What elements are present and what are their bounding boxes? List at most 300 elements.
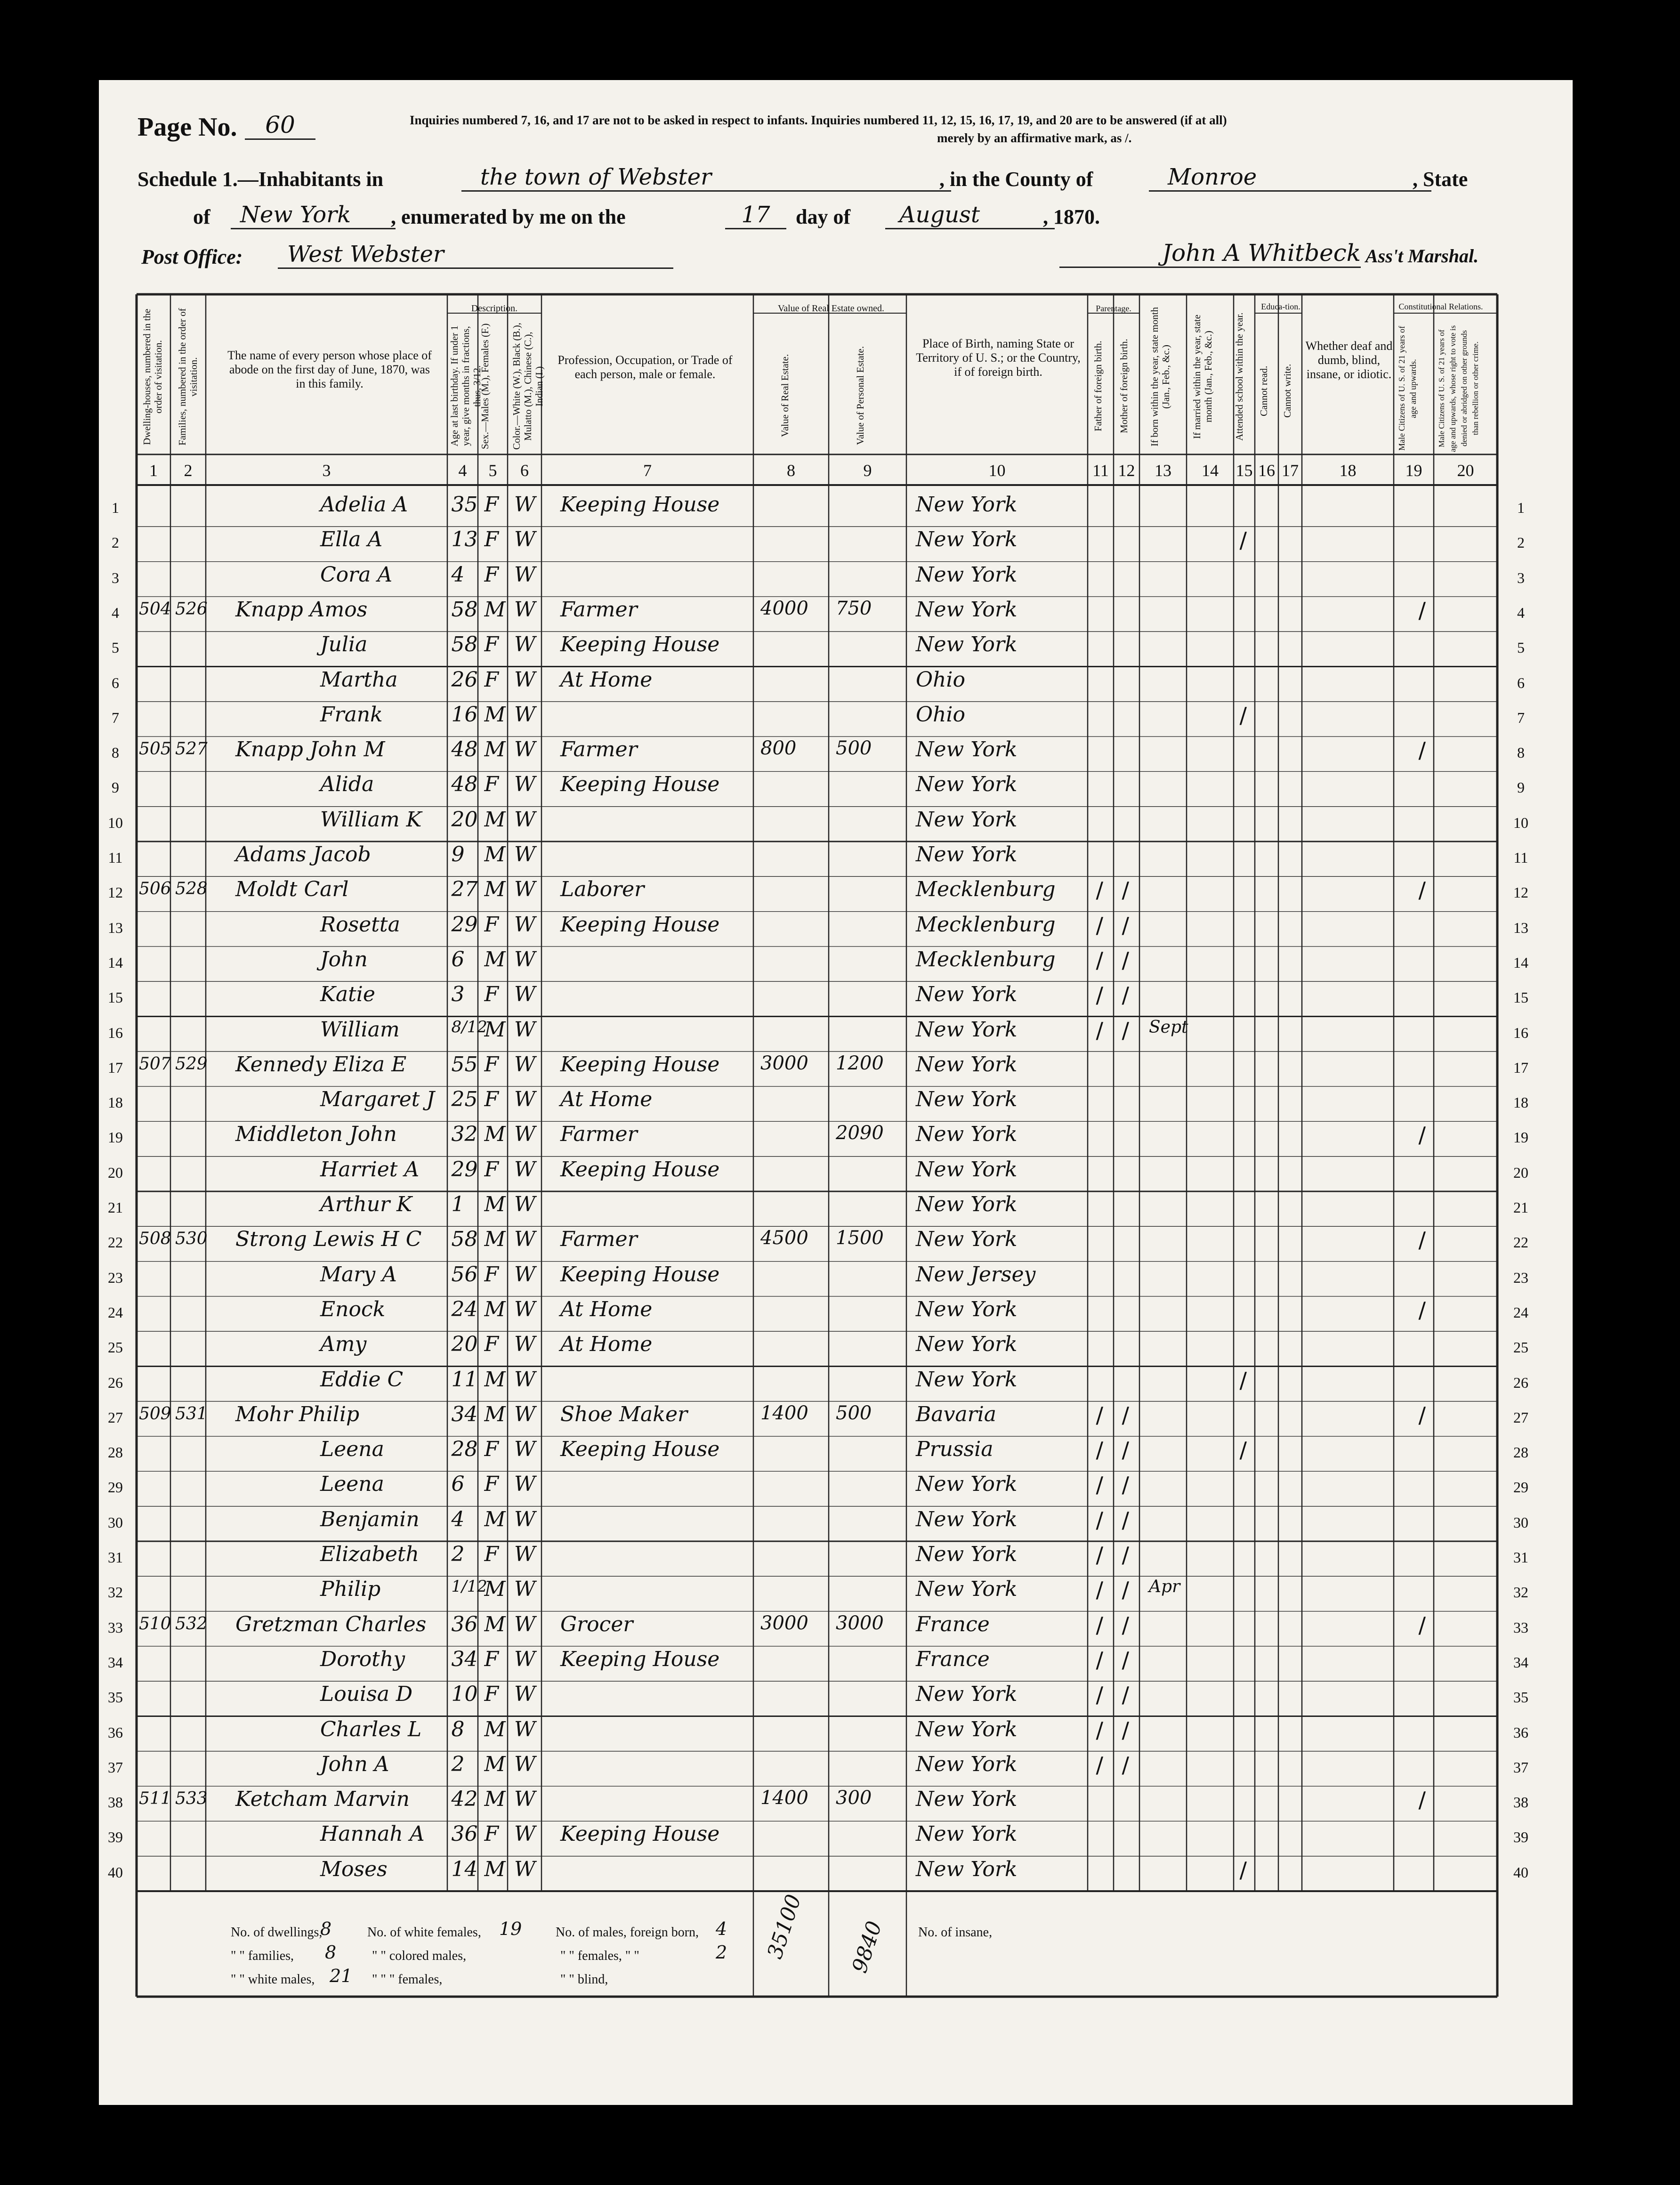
line-number-right: 21 bbox=[1513, 1199, 1528, 1216]
school-mark: / bbox=[1239, 702, 1247, 728]
place-of-birth: New York bbox=[916, 1157, 1018, 1182]
month-field: August bbox=[885, 202, 1055, 229]
sex: M bbox=[484, 737, 506, 762]
color: W bbox=[514, 562, 536, 587]
place-of-birth: New York bbox=[916, 1717, 1018, 1741]
age: 48 bbox=[451, 737, 478, 762]
age: 13 bbox=[451, 527, 478, 552]
line-number-right: 11 bbox=[1513, 849, 1528, 866]
school-mark: / bbox=[1239, 1857, 1247, 1883]
age: 6 bbox=[451, 1472, 465, 1497]
person-name: Gretzman Charles bbox=[235, 1612, 427, 1636]
color: W bbox=[514, 1507, 536, 1531]
place-of-birth: New York bbox=[916, 1577, 1018, 1602]
line-number-left: 28 bbox=[108, 1444, 123, 1461]
occupation: Keeping House bbox=[560, 772, 720, 797]
citizen-mark: / bbox=[1418, 737, 1426, 763]
personal-estate-value: 1200 bbox=[836, 1052, 884, 1074]
page-number: 60 bbox=[245, 111, 315, 140]
sex: F bbox=[484, 1682, 499, 1707]
real-estate-value: 4500 bbox=[760, 1227, 808, 1249]
place-of-birth: New York bbox=[916, 1192, 1018, 1216]
person-name: Leena bbox=[320, 1437, 384, 1462]
occupation: Keeping House bbox=[560, 632, 720, 657]
column-number: 15 bbox=[1236, 461, 1253, 480]
age: 58 bbox=[451, 632, 478, 657]
line-number-right: 20 bbox=[1513, 1164, 1528, 1181]
person-name: Cora A bbox=[320, 562, 393, 587]
sex: F bbox=[484, 1157, 499, 1182]
line-number-left: 35 bbox=[108, 1689, 123, 1706]
age: 26 bbox=[451, 667, 478, 692]
occupation: Farmer bbox=[560, 597, 638, 622]
place-of-birth: Ohio bbox=[916, 702, 965, 727]
line-number-right: 27 bbox=[1513, 1408, 1528, 1426]
person-name: Katie bbox=[320, 982, 375, 1007]
line-number-left: 11 bbox=[108, 849, 123, 866]
sex: F bbox=[484, 632, 499, 657]
real-estate-value: 4000 bbox=[760, 597, 808, 619]
age: 20 bbox=[451, 807, 478, 832]
sex: M bbox=[484, 1297, 506, 1321]
person-name: Benjamin bbox=[320, 1507, 420, 1531]
person-name: Louisa D bbox=[320, 1682, 413, 1707]
footer-blind-label: " " blind, bbox=[560, 1972, 608, 1987]
citizen-mark: / bbox=[1418, 1297, 1426, 1323]
mother-foreign-mark: / bbox=[1122, 912, 1129, 938]
color: W bbox=[514, 667, 536, 692]
person-name: Amy bbox=[320, 1332, 367, 1357]
age: 6 bbox=[451, 947, 465, 971]
column-number: 4 bbox=[458, 461, 467, 480]
sex: F bbox=[484, 1332, 499, 1357]
col-header-10: Place of Birth, naming State or Territory of U. S.; or the Country, if of foreign birth. bbox=[916, 337, 1081, 379]
place-of-birth: Bavaria bbox=[916, 1402, 996, 1426]
age: 2 bbox=[451, 1752, 465, 1776]
person-name: Ella A bbox=[320, 527, 383, 552]
line-number-right: 16 bbox=[1513, 1024, 1528, 1041]
real-estate-value: 1400 bbox=[760, 1787, 808, 1809]
occupation: Keeping House bbox=[560, 1822, 720, 1846]
column-number: 5 bbox=[488, 461, 497, 480]
occupation: Keeping House bbox=[560, 1262, 720, 1287]
column-number: 16 bbox=[1258, 461, 1275, 480]
column-number: 3 bbox=[322, 461, 331, 480]
citizen-mark: / bbox=[1418, 1787, 1426, 1813]
mother-foreign-mark: / bbox=[1122, 947, 1129, 973]
color: W bbox=[514, 702, 536, 727]
person-name: Mohr Philip bbox=[235, 1402, 360, 1426]
sex: F bbox=[484, 1647, 499, 1671]
place-of-birth: New York bbox=[916, 1822, 1018, 1846]
col-header-3: The name of every person whose place of abode on the first day of June, 1870, was in this family. bbox=[227, 348, 432, 390]
mother-foreign-mark: / bbox=[1122, 1017, 1129, 1043]
sex: F bbox=[484, 1087, 499, 1112]
col-header-1: Dwelling-houses, numbered in the order of visitation. bbox=[141, 308, 164, 445]
place-of-birth: New York bbox=[916, 1052, 1018, 1076]
line-number-right: 5 bbox=[1517, 639, 1525, 656]
dwelling-number: 504 bbox=[139, 599, 171, 619]
day-field: 17 bbox=[725, 202, 786, 229]
line-number-left: 15 bbox=[108, 989, 123, 1006]
person-name: Adams Jacob bbox=[235, 842, 371, 866]
place-of-birth: New York bbox=[916, 1752, 1018, 1776]
mother-foreign-mark: / bbox=[1122, 1577, 1129, 1603]
color: W bbox=[514, 1612, 536, 1636]
place-of-birth: Mecklenburg bbox=[916, 947, 1056, 971]
mother-foreign-mark: / bbox=[1122, 1752, 1129, 1778]
age: 48 bbox=[451, 772, 478, 797]
mother-foreign-mark: / bbox=[1122, 1647, 1129, 1673]
father-foreign-mark: / bbox=[1096, 1612, 1103, 1638]
father-foreign-mark: / bbox=[1096, 982, 1103, 1008]
sex: F bbox=[484, 1542, 499, 1566]
color: W bbox=[514, 1437, 536, 1462]
father-foreign-mark: / bbox=[1096, 912, 1103, 938]
father-foreign-mark: / bbox=[1096, 1437, 1103, 1463]
sex: M bbox=[484, 1402, 506, 1426]
age: 1 bbox=[451, 1192, 465, 1216]
line-number-right: 4 bbox=[1517, 604, 1525, 621]
personal-estate-value: 500 bbox=[836, 1402, 872, 1424]
personal-estate-value: 500 bbox=[836, 737, 872, 760]
place-of-birth: New York bbox=[916, 982, 1018, 1007]
line-number-right: 13 bbox=[1513, 919, 1528, 936]
person-name: Eddie C bbox=[320, 1367, 404, 1392]
place-of-birth: New York bbox=[916, 842, 1018, 866]
mother-foreign-mark: / bbox=[1122, 1507, 1129, 1533]
person-name: Knapp John M bbox=[235, 737, 385, 762]
line-number-left: 30 bbox=[108, 1513, 123, 1531]
line-number-right: 31 bbox=[1513, 1549, 1528, 1566]
sex: M bbox=[484, 1367, 506, 1392]
family-number: 532 bbox=[175, 1614, 208, 1634]
color: W bbox=[514, 1752, 536, 1776]
footer-total-personal-estate: 9840 bbox=[848, 1918, 887, 1976]
mother-foreign-mark: / bbox=[1122, 1612, 1129, 1638]
line-number-left: 31 bbox=[108, 1549, 123, 1566]
footer-colored-males-label: " " colored males, bbox=[372, 1949, 467, 1963]
place-of-birth: New York bbox=[916, 632, 1018, 657]
line-number-left: 2 bbox=[112, 534, 119, 551]
footer-white-males: 21 bbox=[330, 1966, 353, 1986]
line-number-left: 39 bbox=[108, 1829, 123, 1846]
marshal-signature: John A Whitbeck bbox=[1059, 239, 1361, 268]
column-number: 19 bbox=[1405, 461, 1422, 480]
column-number: 1 bbox=[149, 461, 158, 480]
place-of-birth: Mecklenburg bbox=[916, 877, 1056, 902]
color: W bbox=[514, 1717, 536, 1741]
person-name: Harriet A bbox=[320, 1157, 420, 1182]
color: W bbox=[514, 1822, 536, 1846]
school-mark: / bbox=[1239, 527, 1247, 553]
person-name: Moldt Carl bbox=[235, 877, 349, 902]
sex: M bbox=[484, 1612, 506, 1636]
line-number-right: 12 bbox=[1513, 884, 1528, 901]
sex: M bbox=[484, 1017, 506, 1042]
enumerated-label: , enumerated by me on the bbox=[391, 205, 626, 228]
line-number-right: 28 bbox=[1513, 1444, 1528, 1461]
color: W bbox=[514, 1297, 536, 1321]
line-number-right: 39 bbox=[1513, 1829, 1528, 1846]
line-number-left: 32 bbox=[108, 1584, 123, 1601]
footer-white-females-label: No. of white females, bbox=[367, 1925, 481, 1940]
footer-dwellings: 8 bbox=[320, 1918, 332, 1939]
place-of-birth: New York bbox=[916, 1542, 1018, 1566]
footer-foreign-males: 4 bbox=[716, 1918, 727, 1939]
person-name: Middleton John bbox=[235, 1122, 397, 1147]
occupation: Keeping House bbox=[560, 1437, 720, 1462]
line-number-right: 17 bbox=[1513, 1059, 1528, 1076]
column-number: 20 bbox=[1457, 461, 1474, 480]
age: 34 bbox=[451, 1647, 478, 1671]
line-number-right: 14 bbox=[1513, 954, 1528, 971]
age: 4 bbox=[451, 562, 465, 587]
color: W bbox=[514, 1682, 536, 1707]
sex: F bbox=[484, 1472, 499, 1497]
color: W bbox=[514, 1472, 536, 1497]
line-number-left: 7 bbox=[112, 709, 119, 726]
line-number-right: 29 bbox=[1513, 1479, 1528, 1496]
color: W bbox=[514, 807, 536, 832]
family-number: 528 bbox=[175, 879, 208, 899]
color: W bbox=[514, 493, 536, 517]
line-number-right: 23 bbox=[1513, 1269, 1528, 1286]
sex: M bbox=[484, 702, 506, 727]
footer-families-label: " " families, bbox=[231, 1949, 294, 1963]
person-name: Enock bbox=[320, 1297, 386, 1321]
age: 10 bbox=[451, 1682, 478, 1707]
col-header-7: Profession, Occupation, or Trade of each person, male or female. bbox=[557, 353, 733, 381]
line-number-right: 30 bbox=[1513, 1513, 1528, 1531]
father-foreign-mark: / bbox=[1096, 1752, 1103, 1778]
col-header-4: Age at last birthday. If under 1 year, give months in fractions, thus, 3/12. bbox=[449, 325, 483, 447]
mother-foreign-mark: / bbox=[1122, 982, 1129, 1008]
column-number: 7 bbox=[643, 461, 652, 480]
person-name: Frank bbox=[320, 702, 383, 727]
person-name: Moses bbox=[320, 1857, 388, 1881]
marshal-label: Ass't Marshal. bbox=[1365, 245, 1479, 267]
person-name: Margaret J bbox=[320, 1087, 435, 1112]
father-foreign-mark: / bbox=[1096, 1717, 1103, 1743]
school-mark: / bbox=[1239, 1437, 1247, 1463]
line-number-right: 40 bbox=[1513, 1863, 1528, 1881]
place-of-birth: New York bbox=[916, 1122, 1018, 1147]
person-name: Philip bbox=[320, 1577, 381, 1602]
line-number-right: 38 bbox=[1513, 1794, 1528, 1811]
mother-foreign-mark: / bbox=[1122, 1472, 1129, 1498]
occupation: At Home bbox=[560, 1087, 653, 1112]
person-name: Leena bbox=[320, 1472, 384, 1497]
place-of-birth: New York bbox=[916, 1472, 1018, 1497]
born-within-year: Apr bbox=[1149, 1577, 1180, 1597]
age: 35 bbox=[451, 493, 478, 517]
sex: F bbox=[484, 493, 499, 517]
occupation: At Home bbox=[560, 1297, 653, 1321]
schedule-label: Schedule 1.—Inhabitants in bbox=[137, 168, 384, 191]
occupation: Farmer bbox=[560, 1227, 638, 1252]
age: 8 bbox=[451, 1717, 465, 1741]
color: W bbox=[514, 1192, 536, 1216]
family-number: 527 bbox=[175, 739, 208, 759]
line-number-left: 33 bbox=[108, 1619, 123, 1636]
person-name: Julia bbox=[320, 632, 368, 657]
state-field: New York bbox=[231, 202, 396, 229]
line-number-right: 37 bbox=[1513, 1758, 1528, 1776]
line-number-left: 36 bbox=[108, 1724, 123, 1741]
age: 56 bbox=[451, 1262, 478, 1287]
age: 36 bbox=[451, 1612, 478, 1636]
occupation: Grocer bbox=[560, 1612, 633, 1636]
place-of-birth: New York bbox=[916, 597, 1018, 622]
citizen-mark: / bbox=[1418, 1612, 1426, 1638]
column-number: 10 bbox=[988, 461, 1006, 480]
color: W bbox=[514, 1087, 536, 1112]
person-name: William K bbox=[320, 807, 422, 832]
footer-insane-label: No. of insane, bbox=[918, 1925, 993, 1940]
father-foreign-mark: / bbox=[1096, 1647, 1103, 1673]
person-name: Martha bbox=[320, 667, 398, 692]
line-number-left: 23 bbox=[108, 1269, 123, 1286]
line-number-right: 34 bbox=[1513, 1653, 1528, 1671]
mother-foreign-mark: / bbox=[1122, 1717, 1129, 1743]
color: W bbox=[514, 1857, 536, 1881]
color: W bbox=[514, 1577, 536, 1602]
line-number-left: 25 bbox=[108, 1339, 123, 1356]
post-office-label: Post Office: bbox=[141, 245, 243, 268]
county-label: , in the County of bbox=[939, 168, 1093, 191]
sex: M bbox=[484, 947, 506, 971]
personal-estate-value: 2090 bbox=[836, 1122, 884, 1144]
footer-dwellings-label: No. of dwellings, bbox=[231, 1925, 323, 1940]
column-number: 11 bbox=[1092, 461, 1109, 480]
line-number-left: 18 bbox=[108, 1094, 123, 1111]
col-header-16: Cannot read. bbox=[1258, 365, 1269, 416]
sex: F bbox=[484, 562, 499, 587]
age: 20 bbox=[451, 1332, 478, 1357]
person-name: Dorothy bbox=[320, 1647, 405, 1671]
line-number-right: 1 bbox=[1517, 499, 1525, 516]
sex: F bbox=[484, 1262, 499, 1287]
age: 36 bbox=[451, 1822, 478, 1846]
place-of-birth: New York bbox=[916, 1087, 1018, 1112]
of-label: of bbox=[193, 205, 210, 228]
citizen-mark: / bbox=[1418, 1122, 1426, 1148]
line-number-left: 9 bbox=[112, 779, 119, 796]
place-of-birth: New York bbox=[916, 1507, 1018, 1531]
place-of-birth: New York bbox=[916, 1227, 1018, 1252]
place-of-birth: France bbox=[916, 1647, 990, 1671]
occupation: Keeping House bbox=[560, 912, 720, 937]
column-number: 2 bbox=[184, 461, 193, 480]
sex: M bbox=[484, 1507, 506, 1531]
dwelling-number: 510 bbox=[139, 1614, 171, 1634]
personal-estate-value: 1500 bbox=[836, 1227, 884, 1249]
color: W bbox=[514, 1017, 536, 1042]
line-number-right: 33 bbox=[1513, 1619, 1528, 1636]
sex: M bbox=[484, 1717, 506, 1741]
color: W bbox=[514, 1367, 536, 1392]
color: W bbox=[514, 1787, 536, 1812]
column-number: 6 bbox=[520, 461, 529, 480]
age: 42 bbox=[451, 1787, 478, 1812]
color: W bbox=[514, 632, 536, 657]
place-of-birth: New York bbox=[916, 1332, 1018, 1357]
color: W bbox=[514, 1402, 536, 1426]
sex: F bbox=[484, 1052, 499, 1076]
line-number-left: 14 bbox=[108, 954, 123, 971]
person-name: Hannah A bbox=[320, 1822, 425, 1846]
occupation: Farmer bbox=[560, 1122, 638, 1147]
county-field: Monroe bbox=[1149, 164, 1431, 192]
line-number-left: 40 bbox=[108, 1863, 123, 1881]
column-number: 13 bbox=[1155, 461, 1171, 480]
father-foreign-mark: / bbox=[1096, 1402, 1103, 1428]
color: W bbox=[514, 877, 536, 902]
personal-estate-value: 750 bbox=[836, 597, 872, 619]
place-of-birth: New York bbox=[916, 772, 1018, 797]
color: W bbox=[514, 1542, 536, 1566]
mother-foreign-mark: / bbox=[1122, 1437, 1129, 1463]
place-of-birth: Prussia bbox=[916, 1437, 993, 1462]
post-office-field: West Webster bbox=[278, 241, 673, 269]
person-name: William bbox=[320, 1017, 400, 1042]
sex: M bbox=[484, 1192, 506, 1216]
age: 32 bbox=[451, 1122, 478, 1147]
age: 3 bbox=[451, 982, 465, 1007]
footer-foreign-males-label: No. of males, foreign born, bbox=[556, 1925, 699, 1940]
mother-foreign-mark: / bbox=[1122, 877, 1129, 903]
sex: F bbox=[484, 772, 499, 797]
color: W bbox=[514, 527, 536, 552]
father-foreign-mark: / bbox=[1096, 877, 1103, 903]
line-number-right: 8 bbox=[1517, 744, 1525, 761]
occupation: Keeping House bbox=[560, 1052, 720, 1076]
place-of-birth: New York bbox=[916, 1787, 1018, 1812]
line-number-right: 3 bbox=[1517, 569, 1525, 586]
footer-white-females: 19 bbox=[499, 1918, 522, 1939]
person-name: Ketcham Marvin bbox=[235, 1787, 410, 1812]
line-number-right: 26 bbox=[1513, 1374, 1528, 1391]
instructions-line-1: Inquiries numbered 7, 16, and 17 are not to be asked in respect to infants. Inquiries numbered 11, 12, 15, 16, 17, 19, and 20 are to be answered (if at all) bbox=[410, 113, 1227, 127]
line-number-left: 8 bbox=[112, 744, 119, 761]
footer-foreign-females-label: " " females, " " bbox=[560, 1949, 639, 1963]
line-number-left: 38 bbox=[108, 1794, 123, 1811]
footer-foreign-females: 2 bbox=[716, 1942, 727, 1963]
line-number-left: 6 bbox=[112, 674, 119, 691]
age: 34 bbox=[451, 1402, 478, 1426]
town-field: the town of Webster bbox=[461, 164, 951, 192]
color: W bbox=[514, 912, 536, 937]
line-number-left: 17 bbox=[108, 1059, 123, 1076]
footer-total-real-estate: 35100 bbox=[763, 1891, 806, 1962]
footer-families: 8 bbox=[325, 1942, 337, 1963]
age: 14 bbox=[451, 1857, 478, 1881]
year-label: , 1870. bbox=[1043, 205, 1100, 228]
column-number: 17 bbox=[1282, 461, 1299, 480]
instructions-line-2: merely by an affirmative mark, as /. bbox=[937, 131, 1132, 145]
dwelling-number: 508 bbox=[139, 1229, 171, 1249]
person-name: Strong Lewis H C bbox=[235, 1227, 422, 1252]
col-header-9: Value of Personal Estate. bbox=[855, 346, 866, 445]
sex: M bbox=[484, 1122, 506, 1147]
line-number-left: 37 bbox=[108, 1758, 123, 1776]
dwelling-number: 505 bbox=[139, 739, 171, 759]
line-number-left: 4 bbox=[112, 604, 119, 621]
person-name: Kennedy Eliza E bbox=[235, 1052, 407, 1076]
col-header-constitutional: Constitutional Relations. bbox=[1398, 302, 1483, 311]
line-number-left: 20 bbox=[108, 1164, 123, 1181]
